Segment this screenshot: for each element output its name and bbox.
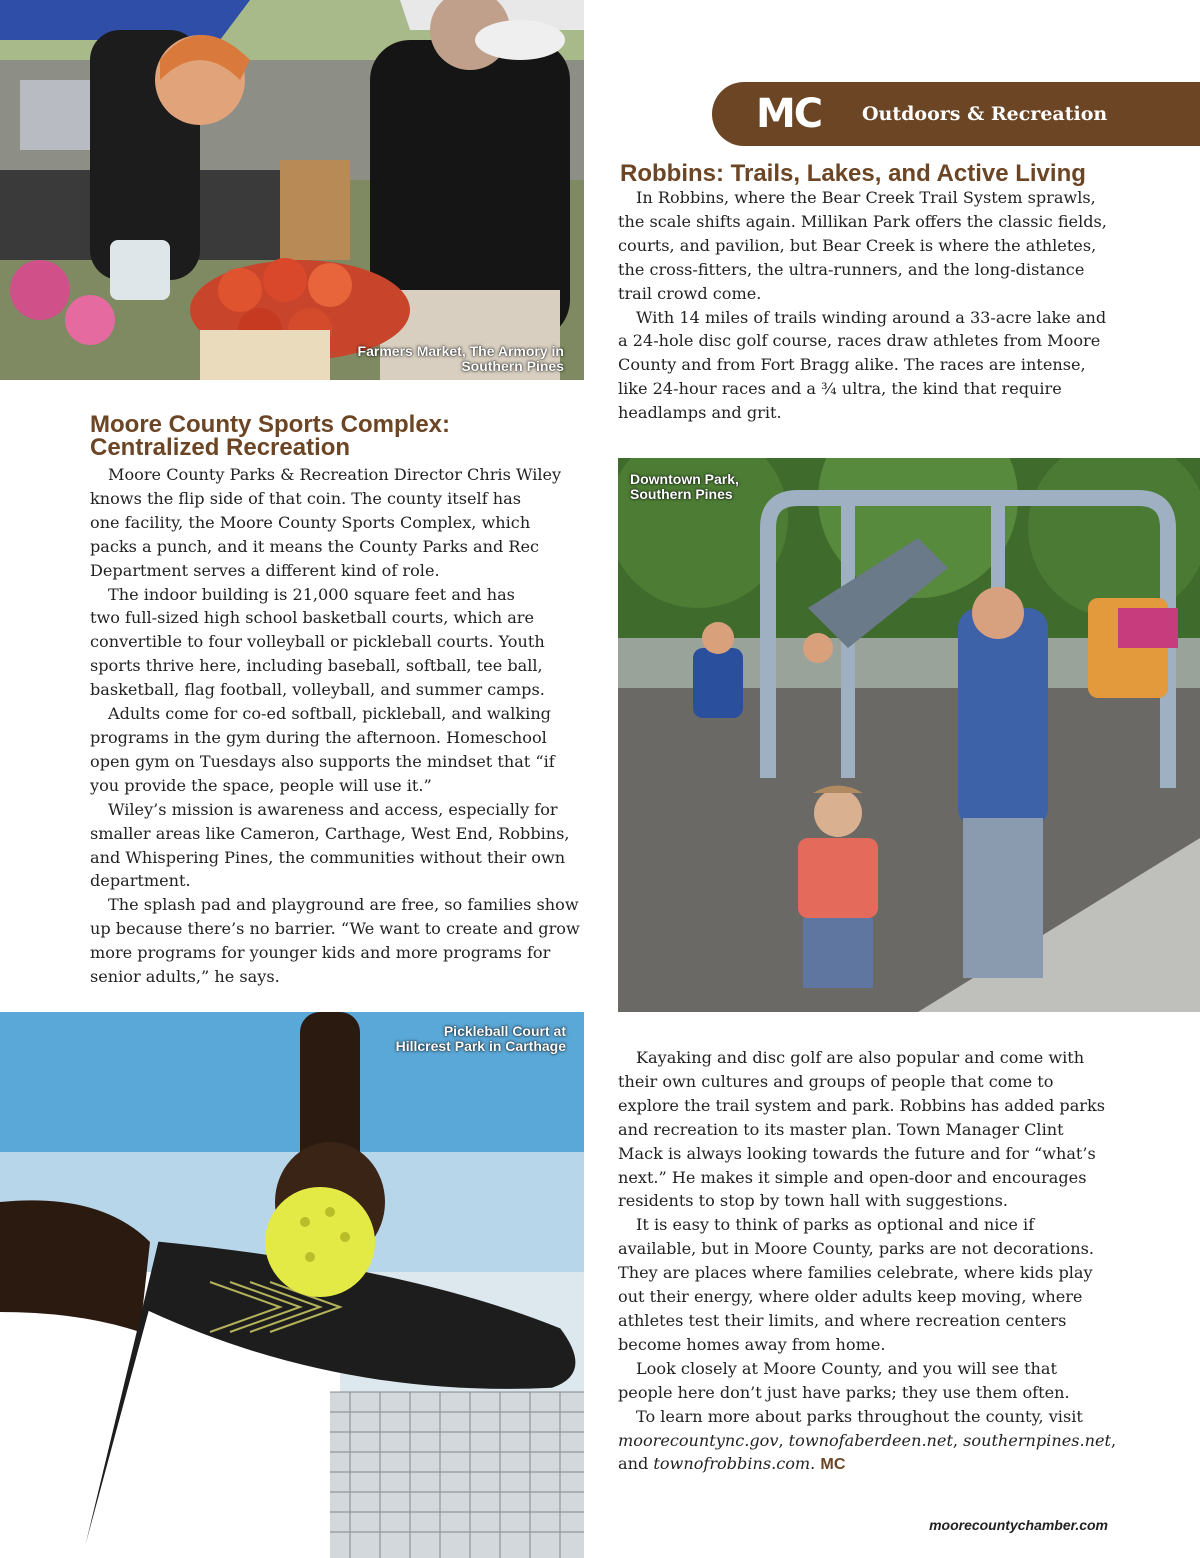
text-line: County and from Fort Bragg alike. The races are intense, [618,355,1086,375]
text-line: one facility, the Moore County Sports Complex, which [90,512,531,532]
farmers-market-caption [358,344,564,374]
text-line: packs a punch, and it means the County Parks and Rec [90,536,540,556]
text-line: explore the trail system and park. Robbins has added parks [618,1095,1106,1115]
end-mark: MC [820,1455,846,1474]
text-line: The indoor building is 21,000 square feet and has [108,584,515,604]
text-line: Look closely at Moore County, and you will see that [636,1358,1057,1378]
text-line: you provide the space, people will use it.” [90,775,432,795]
text-line: basketball, flag football, volleyball, and summer camps. [90,680,545,700]
text-line: open gym on Tuesdays also supports the mindset that “if [90,751,555,771]
heading-line: Centralized Recreation [90,434,351,461]
text-line: smaller areas like Cameron, Carthage, West End, Robbins, [90,823,570,843]
text-line: and Whispering Pines, the communities without their own [90,847,566,867]
text-line: knows the flip side of that coin. The county itself has [90,488,521,508]
text-line: Kayaking and disc golf are also popular and come with [636,1048,1085,1067]
caption-line: Farmers Market, The Armory in [357,343,564,359]
text-line: Department serves a different kind of role. [90,560,440,580]
text-line: and recreation to its master plan. Town Manager Clint [618,1119,1064,1139]
heading-line: Moore County Sports Complex: [90,411,451,438]
caption-line: Hillcrest Park in Carthage [395,1038,566,1054]
downtown-park-photo [618,458,1200,1012]
caption-line: Southern Pines [461,358,564,374]
text-line: To learn more about parks throughout the county, visit [636,1406,1083,1426]
text-line: residents to stop by town hall with suggestions. [618,1191,1008,1211]
robbins-body-bottom [618,1046,1118,1477]
sports-complex-body [90,463,590,989]
text-line: department. [90,871,191,891]
text-line: Adults come for co-ed softball, pickleball, and walking [108,704,551,724]
text-line: the cross-fitters, the ultra-runners, and the long-distance [618,259,1085,279]
text-line: a 24-hole disc golf course, races draw athletes from Moore [618,331,1101,351]
pickleball-caption [396,1024,566,1054]
text-line: next.” He makes it simple and open-door and encourages [618,1167,1087,1187]
text-line: people here don’t just have parks; they use them often. [618,1382,1070,1402]
text-line: up because there’s no barrier. “We want to create and grow [90,919,580,939]
link-moorecounty[interactable]: moorecountync.gov [618,1430,779,1450]
caption-line: Pickleball Court at [443,1023,566,1039]
text-line: convertible to four volleyball or pickleball courts. Youth [90,632,545,652]
separator: , [952,1430,964,1450]
text-line: courts, and pavilion, but Bear Creek is where the athletes, [618,235,1097,255]
text-line: like 24-hour races and a ¾ ultra, the kind that require [618,379,1062,399]
period: . [810,1454,816,1474]
text-line: In Robbins, where the Bear Creek Trail System sprawls, [636,188,1096,207]
downtown-park-caption [630,472,739,502]
text-line: the scale shifts again. Millikan Park offers the classic fields, [618,211,1107,231]
text-line: more programs for younger kids and more programs for [90,943,551,963]
text-line: athletes test their limits, and where recreation centers [618,1310,1067,1330]
caption-line: Downtown Park, [630,471,739,487]
sports-complex-heading [90,413,450,459]
caption-line: Southern Pines [630,486,733,502]
footer-url[interactable]: moorecountychamber.com [929,1517,1108,1533]
farmers-market-photo [0,0,584,380]
and-word: and [618,1454,654,1474]
text-line: Mack is always looking towards the future and for “what’s [618,1143,1096,1163]
section-title: Outdoors & Recreation [862,103,1108,125]
text-line: sports thrive here, including baseball, softball, tee ball, [90,656,543,676]
text-line: out their energy, where older adults keep moving, where [618,1287,1083,1307]
text-line: their own cultures and groups of people that come to [618,1071,1054,1091]
section-banner [712,82,1200,146]
text-line: senior adults,” he says. [90,967,280,987]
robbins-heading: Robbins: Trails, Lakes, and Active Living [620,160,1086,187]
link-southernpines[interactable]: southernpines.net [963,1430,1111,1450]
robbins-body-top [618,186,1118,425]
text-line: They are places where families celebrate, where kids play [618,1263,1093,1283]
mc-logo: MC [756,91,822,137]
text-line: headlamps and grit. [618,403,782,423]
text-line: With 14 miles of trails winding around a 33-acre lake and [636,307,1107,327]
text-line: Wiley’s mission is awareness and access, especially for [108,799,558,819]
separator: , [1110,1430,1117,1450]
link-aberdeen[interactable]: townofaberdeen.net [788,1430,953,1450]
link-robbins[interactable]: townofrobbins.com [653,1454,811,1474]
links-line [618,1429,1118,1453]
pickleball-photo [0,1012,584,1558]
links-line-end [618,1452,1118,1477]
separator: , [778,1430,789,1450]
text-line: The splash pad and playground are free, so families show [108,895,579,915]
text-line: two full-sized high school basketball courts, which are [90,608,535,628]
text-line: It is easy to think of parks as optional and nice if [636,1215,1035,1235]
text-line: programs in the gym during the afternoon. Homeschool [90,727,547,747]
text-line: become homes away from home. [618,1334,886,1354]
text-line: trail crowd come. [618,283,762,303]
text-line: Moore County Parks & Recreation Director Chris Wiley [108,465,562,484]
text-line: available, but in Moore County, parks are not decorations. [618,1239,1094,1259]
